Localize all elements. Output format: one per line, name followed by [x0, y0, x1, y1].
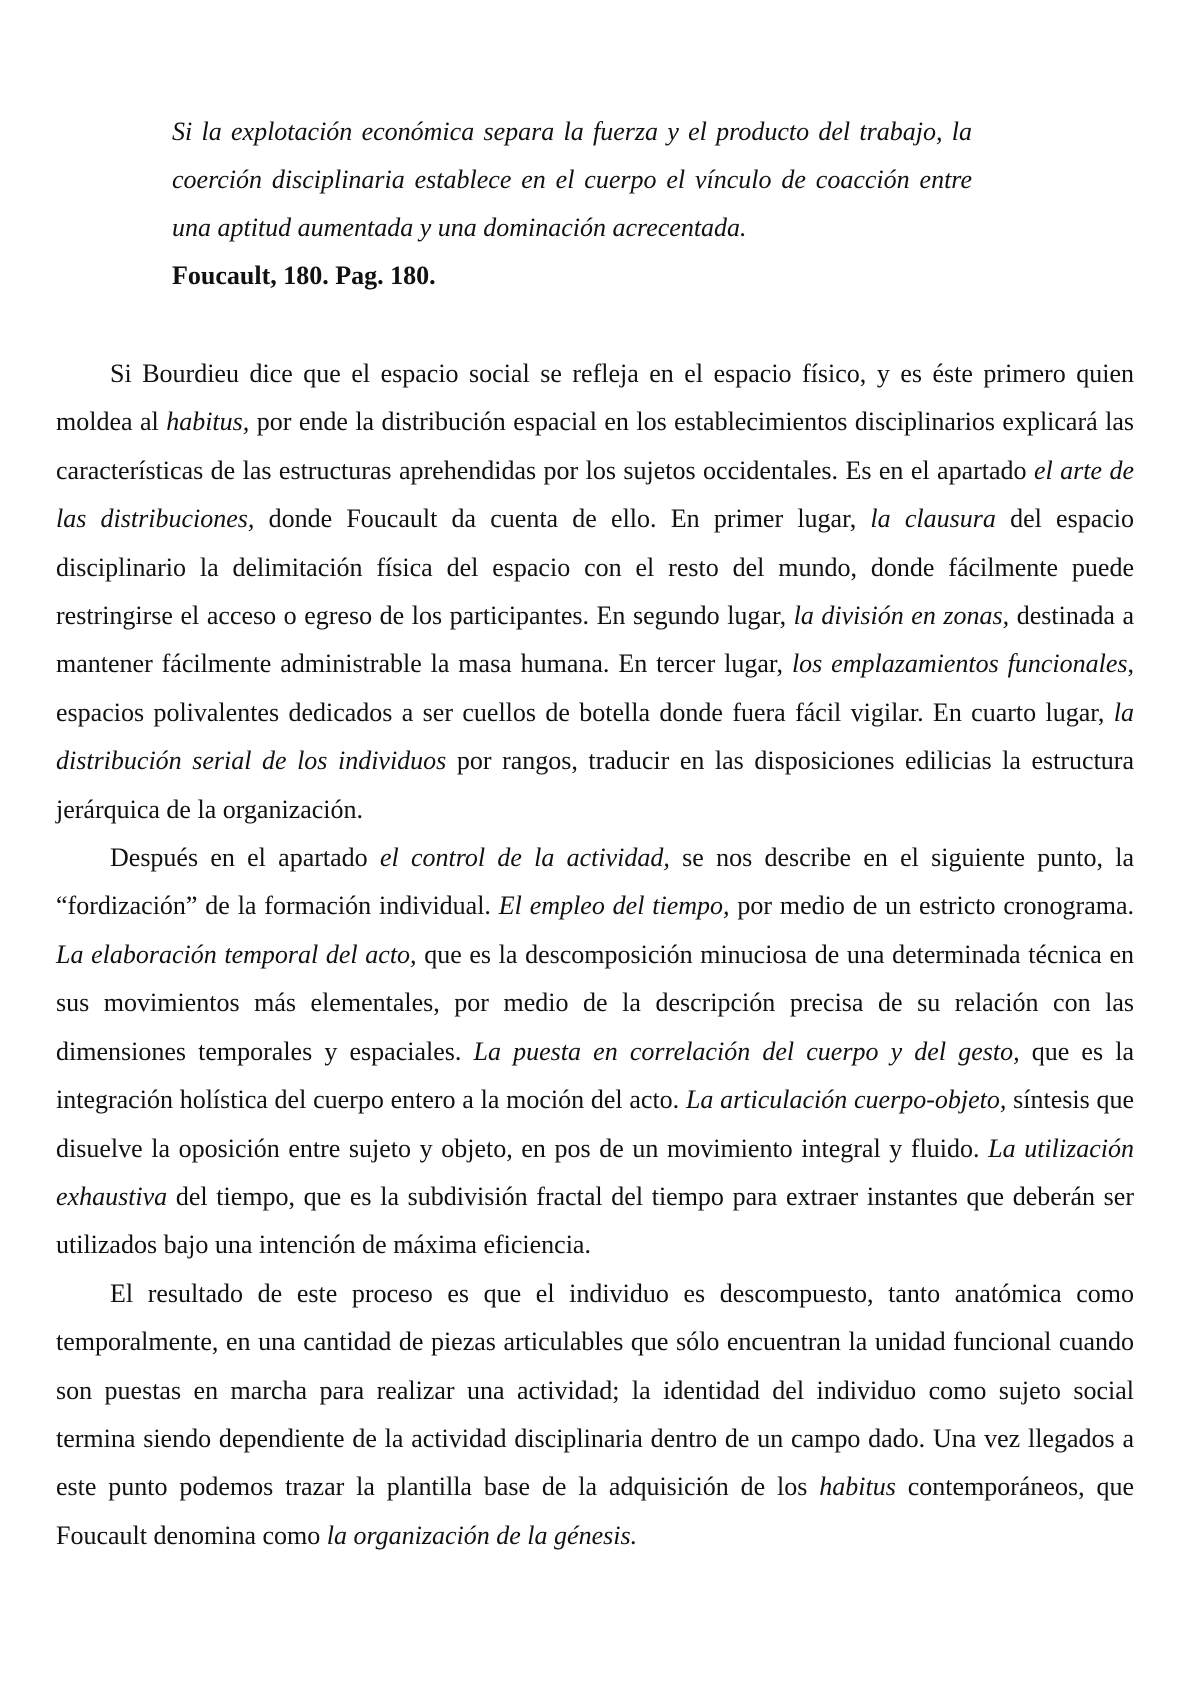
italic-phrase: La articulación cuerpo-objeto,	[685, 1085, 1007, 1115]
italic-phrase: habitus	[819, 1472, 896, 1502]
text-run: por medio de un estricto cronograma.	[729, 891, 1135, 921]
italic-phrase: El empleo del tiempo,	[498, 891, 730, 921]
text-run: del tiempo, que es la subdivisión fractal del tiempo para extraer instantes que deberán ser utilizados bajo una intención de máxima eficiencia.	[56, 1181, 1134, 1260]
italic-phrase: la distribución serial de los individuos	[56, 697, 1134, 776]
italic-phrase: la organización de la génesis.	[326, 1520, 638, 1550]
text-run: donde Foucault da cuenta de ello. En primer lugar,	[254, 504, 871, 534]
text-run: , espacios polivalentes dedicados a ser cuellos de botella donde fuera fácil vigilar. En cuarto lugar,	[56, 649, 1134, 727]
text-run: destinada a mantener fácilmente administrable la masa humana. En tercer lugar,	[56, 601, 1134, 679]
text-run: que es la integración holística del cuerpo entero a la moción del acto.	[56, 1036, 1134, 1115]
paragraph	[56, 350, 1134, 834]
text-run: contemporáneos, que Foucault denomina como	[56, 1472, 1134, 1550]
text-run: por ende la distribución espacial en los establecimientos disciplinarios explicará las características de las estructuras aprehendidas por los sujetos occidentales. Es en el apartado	[56, 407, 1134, 485]
epigraph-source: Foucault, 180. Pag. 180.	[172, 261, 436, 290]
text-run: del espacio disciplinario la delimitación física del espacio con el resto del mundo, donde fácilmente puede restringirse el acceso o egreso de los participantes. En segundo lugar,	[56, 504, 1134, 631]
epigraph-quote: Si la explotación económica separa la fuerza y el producto del trabajo, la coerción disciplinaria establece en el cuerpo el vínculo de coacción entre una aptitud aumentada y una dominación acrecentada.	[172, 117, 972, 242]
italic-phrase: el control de la actividad,	[379, 843, 670, 873]
italic-phrase: La puesta en correlación del cuerpo y del gesto,	[473, 1036, 1020, 1066]
italic-phrase: La utilización exhaustiva	[56, 1133, 1134, 1211]
text-run: que es la descomposición minuciosa de una determinada técnica en sus movimientos más elementales, por medio de la descripción precisa de su relación con las dimensiones temporales y espaciales.	[56, 939, 1134, 1066]
text-run: Si Bourdieu dice que el espacio social se refleja en el espacio físico, y es éste primero quien moldea al	[56, 359, 1134, 437]
italic-phrase: La elaboración temporal del acto,	[56, 939, 417, 969]
text-run: se nos describe en el siguiente punto, la “fordización” de la formación individual.	[56, 843, 1135, 921]
italic-phrase: los emplazamientos funcionales	[791, 649, 1128, 679]
italic-phrase: el arte de las distribuciones,	[56, 455, 1135, 534]
paragraph	[56, 1270, 1134, 1560]
text-run: síntesis que disuelve la oposición entre sujeto y objeto, en pos de un movimiento integral y fluido.	[56, 1085, 1134, 1163]
italic-phrase: habitus,	[166, 407, 250, 437]
italic-phrase: la clausura	[870, 504, 996, 534]
italic-phrase: la división en zonas,	[793, 601, 1010, 631]
text-run: por rangos, traducir en las disposiciones edilicias la estructura jerárquica de la organización.	[56, 746, 1135, 824]
text-run: Después en el apartado	[110, 843, 380, 873]
body-text	[56, 350, 1134, 1560]
text-run: El resultado de este proceso es que el individuo es descompuesto, tanto anatómica como temporalmente, en una cantidad de piezas articulables que sólo encuentran la unidad funcional cuando son puestas en marcha para realizar una actividad; la identidad del individuo como sujeto social termina siendo dependiente de la actividad disciplinaria dentro de un campo dado. Una vez llegados a este punto podemos trazar la plantilla base de la adquisición de los	[56, 1278, 1134, 1502]
paragraph	[56, 834, 1134, 1270]
